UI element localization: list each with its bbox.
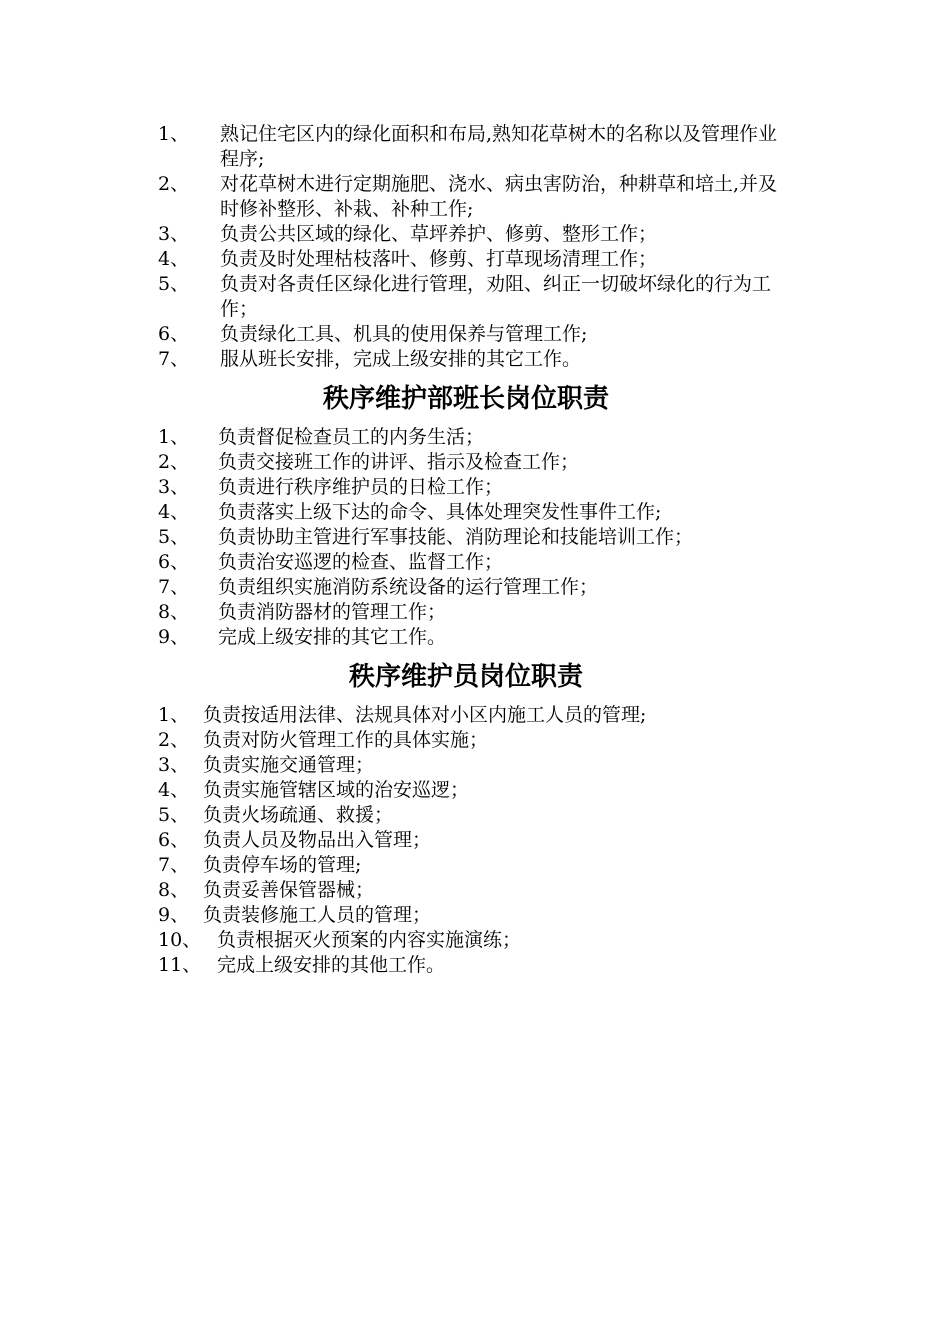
item-number: 9、 <box>158 904 190 926</box>
item-number: 6、 <box>158 551 190 573</box>
list-item <box>158 878 794 903</box>
item-number: 2、 <box>158 173 190 195</box>
item-text: 负责实施管辖区域的治安巡逻； <box>203 779 470 801</box>
list-item <box>158 222 794 247</box>
list-item <box>158 953 794 978</box>
item-text: 负责督促检查员工的内务生活； <box>218 426 485 448</box>
list-item <box>158 928 794 953</box>
list-item <box>158 525 794 550</box>
greening-duties-list <box>158 122 794 372</box>
item-text: 负责火场疏通、救援； <box>203 804 394 826</box>
list-item <box>158 500 794 525</box>
item-number: 3、 <box>158 754 190 776</box>
list-item <box>158 450 794 475</box>
list-item <box>158 600 794 625</box>
item-text: 熟记住宅区内的绿化面积和布局,熟知花草树木的名称以及管理作业程序; <box>220 123 778 170</box>
list-item <box>158 425 794 450</box>
item-text: 负责公共区域的绿化、草坪养护、修剪、整形工作； <box>220 223 658 245</box>
item-text: 负责根据灭火预案的内容实施演练； <box>217 929 522 951</box>
list-item <box>158 703 794 728</box>
list-item <box>158 475 794 500</box>
section-title-squad-leader: 秩序维护部班长岗位职责 <box>322 384 609 414</box>
section-title-guard: 秩序维护员岗位职责 <box>348 662 583 692</box>
list-item <box>158 778 794 803</box>
list-item <box>158 625 794 650</box>
item-number: 5、 <box>158 804 190 826</box>
list-item <box>158 322 794 347</box>
item-number: 4、 <box>158 779 190 801</box>
list-item <box>158 575 794 600</box>
item-text: 负责妥善保管器械； <box>203 879 375 901</box>
list-item <box>158 853 794 878</box>
list-item <box>158 803 794 828</box>
item-number: 4、 <box>158 501 190 523</box>
item-number: 4、 <box>158 248 190 270</box>
item-text: 负责落实上级下达的命令、具体处理突发性事件工作; <box>218 501 662 523</box>
item-text: 负责停车场的管理; <box>203 854 362 876</box>
item-number: 10、 <box>158 929 202 951</box>
list-item <box>158 272 794 322</box>
item-number: 7、 <box>158 854 190 876</box>
item-text: 负责组织实施消防系统设备的运行管理工作； <box>218 576 599 598</box>
item-number: 2、 <box>158 451 190 473</box>
list-item <box>158 172 794 222</box>
item-number: 6、 <box>158 829 190 851</box>
list-item <box>158 728 794 753</box>
item-text: 负责按适用法律、法规具体对小区内施工人员的管理; <box>203 704 647 726</box>
item-text: 负责装修施工人员的管理； <box>203 904 432 926</box>
item-text: 负责对各责任区绿化进行管理，劝阻、纠正一切破坏绿化的行为工作； <box>220 273 772 320</box>
item-number: 7、 <box>158 348 190 370</box>
list-item <box>158 347 794 372</box>
item-text: 负责治安巡逻的检查、监督工作； <box>218 551 504 573</box>
item-number: 2、 <box>158 729 190 751</box>
item-text: 负责绿化工具、机具的使用保养与管理工作; <box>220 323 588 345</box>
item-number: 6、 <box>158 323 190 345</box>
item-number: 7、 <box>158 576 190 598</box>
document-content <box>158 122 794 978</box>
item-number: 9、 <box>158 626 190 648</box>
item-text: 负责进行秩序维护员的日检工作； <box>218 476 504 498</box>
item-number: 11、 <box>158 954 202 976</box>
item-text: 负责及时处理枯枝落叶、修剪、打草现场清理工作； <box>220 248 658 270</box>
item-text: 对花草树木进行定期施肥、浇水、病虫害防治，种耕草和培土,并及时修补整形、补栽、补种工作; <box>220 173 778 220</box>
item-number: 8、 <box>158 879 190 901</box>
item-number: 8、 <box>158 601 190 623</box>
item-number: 1、 <box>158 426 190 448</box>
guard-duties-list <box>158 703 794 978</box>
squad-leader-duties-list <box>158 425 794 650</box>
item-text: 完成上级安排的其他工作。 <box>217 954 446 976</box>
list-item <box>158 828 794 853</box>
item-text: 负责实施交通管理； <box>203 754 375 776</box>
list-item <box>158 903 794 928</box>
list-item <box>158 550 794 575</box>
item-number: 5、 <box>158 526 190 548</box>
item-number: 1、 <box>158 123 190 145</box>
list-item <box>158 247 794 272</box>
item-number: 1、 <box>158 704 190 726</box>
item-text: 完成上级安排的其它工作。 <box>218 626 447 648</box>
item-number: 3、 <box>158 476 190 498</box>
item-text: 负责交接班工作的讲评、指示及检查工作； <box>218 451 580 473</box>
list-item <box>158 753 794 778</box>
item-text: 负责对防火管理工作的具体实施； <box>203 729 489 751</box>
item-number: 5、 <box>158 273 190 295</box>
item-text: 负责协助主管进行军事技能、消防理论和技能培训工作； <box>218 526 694 548</box>
item-text: 负责消防器材的管理工作； <box>218 601 447 623</box>
item-number: 3、 <box>158 223 190 245</box>
item-text: 服从班长安排，完成上级安排的其它工作。 <box>220 348 582 370</box>
item-text: 负责人员及物品出入管理； <box>203 829 432 851</box>
list-item <box>158 122 794 172</box>
